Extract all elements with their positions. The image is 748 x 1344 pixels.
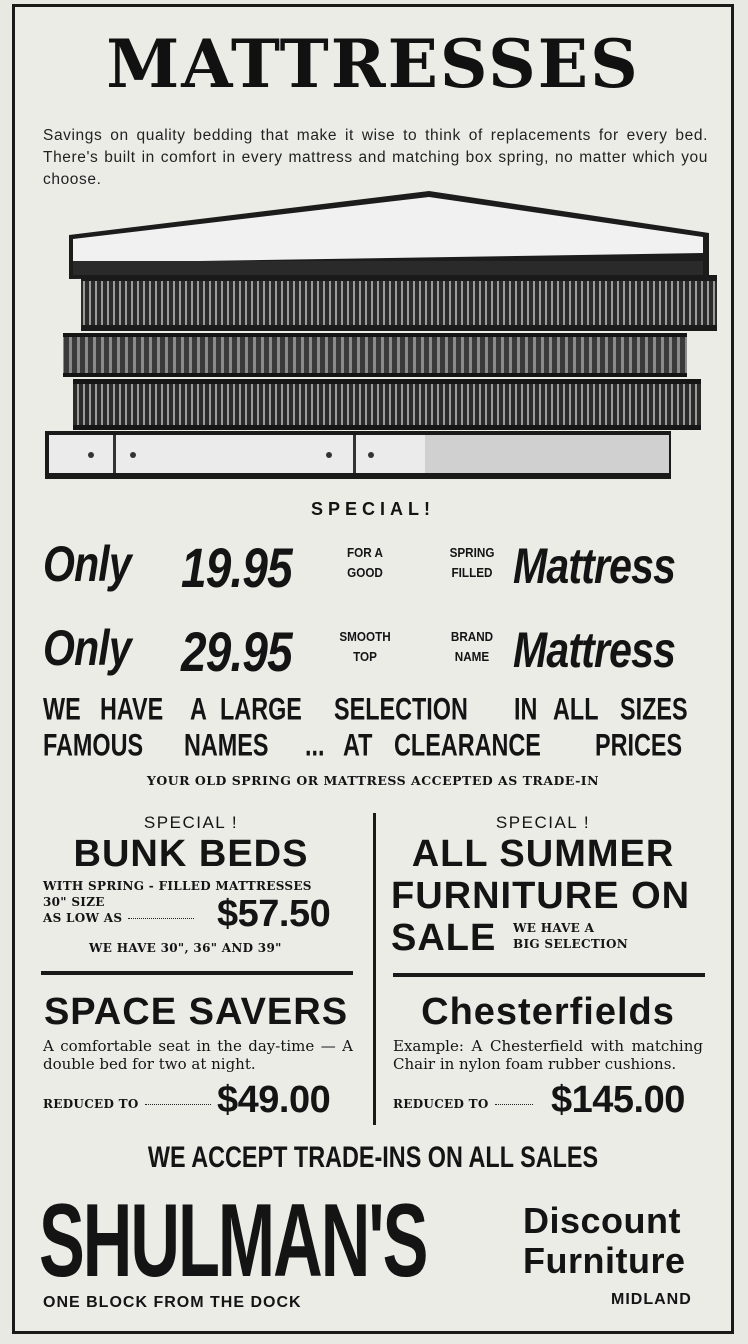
accept-tradeins: WE ACCEPT TRADE-INS ON ALL SALES bbox=[147, 1141, 599, 1174]
chesterfields-desc: Example: A Chesterfield with matching Chair in nylon foam rubber cushions. bbox=[393, 1037, 703, 1073]
summer-note-line-1: WE HAVE A bbox=[513, 921, 595, 935]
selection-line-2 bbox=[43, 728, 707, 764]
tagline-line-1: Discount bbox=[523, 1200, 682, 1241]
only-label: Only bbox=[43, 620, 131, 676]
bunk-price: $57.50 bbox=[217, 893, 331, 935]
ad-title: MATTRESSES bbox=[106, 25, 640, 103]
store-city: MIDLAND bbox=[611, 1291, 692, 1308]
summer-note-line-2: BIG SELECTION bbox=[513, 937, 628, 951]
word: CLEARANCE bbox=[394, 728, 541, 763]
only-label: Only bbox=[43, 536, 131, 592]
summer-title-line-1: ALL SUMMER bbox=[411, 833, 675, 875]
chesterfields-title: Chesterfields bbox=[421, 991, 675, 1033]
bunk-sizes: WE HAVE 30", 36" AND 39" bbox=[89, 941, 282, 955]
deal-price: 19.95 bbox=[181, 536, 292, 599]
bunk-special-label: SPECIAL ! bbox=[143, 813, 239, 832]
word: ... bbox=[305, 728, 325, 763]
deal-descriptor-b bbox=[442, 627, 501, 667]
space-savers-price: $49.00 bbox=[217, 1079, 331, 1121]
bunk-title: BUNK BEDS bbox=[73, 833, 309, 875]
bunk-line-1: WITH SPRING - FILLED MATTRESSES bbox=[43, 879, 312, 893]
descriptor-line: BRAND bbox=[450, 629, 494, 644]
as-low-as-label: AS LOW AS bbox=[43, 911, 123, 925]
descriptor-line: SPRING bbox=[449, 545, 495, 560]
summer-title-line-3: SALE bbox=[391, 917, 497, 959]
section-divider bbox=[41, 971, 353, 975]
word: WE bbox=[43, 692, 81, 727]
mattress-stack-image bbox=[29, 183, 719, 483]
tagline-line-2: Furniture bbox=[523, 1240, 686, 1281]
word: SELECTION bbox=[334, 692, 468, 727]
advertisement bbox=[12, 4, 734, 1334]
summer-special-label: SPECIAL ! bbox=[495, 813, 591, 832]
deal-item: Mattress bbox=[513, 622, 676, 678]
word: ALL bbox=[553, 692, 599, 727]
reduced-label: REDUCED TO bbox=[43, 1097, 139, 1111]
leader-dots bbox=[495, 1104, 533, 1105]
deal-descriptor-a bbox=[329, 543, 401, 583]
summer-title-line-2: FURNITURE ON bbox=[391, 875, 691, 917]
bunk-line-2: 30" SIZE bbox=[43, 895, 105, 909]
word: LARGE bbox=[220, 692, 303, 727]
descriptor-line: FILLED bbox=[451, 565, 493, 580]
bunk-line-3 bbox=[43, 911, 194, 925]
space-savers-desc: A comfortable seat in the day-time — A double bed for two at night. bbox=[43, 1037, 353, 1073]
word: NAMES bbox=[184, 728, 269, 763]
store-name: SHULMAN'S bbox=[39, 1183, 427, 1299]
selection-line-1 bbox=[43, 692, 707, 728]
chesterfields-reduced bbox=[393, 1097, 533, 1111]
space-savers-reduced bbox=[43, 1097, 211, 1111]
word: SIZES bbox=[620, 692, 688, 727]
chesterfields-price: $145.00 bbox=[551, 1079, 685, 1121]
reduced-label: REDUCED TO bbox=[393, 1097, 489, 1111]
word: A bbox=[189, 692, 207, 727]
deal-descriptor-b bbox=[442, 543, 501, 583]
store-location: ONE BLOCK FROM THE DOCK bbox=[43, 1294, 302, 1311]
word: AT bbox=[343, 728, 373, 763]
deal-row-1 bbox=[43, 535, 715, 605]
leader-dots bbox=[128, 918, 194, 919]
descriptor-line: SMOOTH bbox=[339, 629, 391, 644]
deal-descriptor-a bbox=[329, 627, 401, 667]
column-divider bbox=[373, 813, 376, 1125]
special-label: SPECIAL! bbox=[310, 499, 435, 519]
descriptor-line: NAME bbox=[454, 649, 490, 664]
space-savers-title: SPACE SAVERS bbox=[43, 991, 349, 1033]
deal-row-2 bbox=[43, 619, 715, 689]
descriptor-line: TOP bbox=[353, 649, 377, 664]
tradein-note: YOUR OLD SPRING OR MATTRESS ACCEPTED AS TRADE-IN bbox=[146, 773, 600, 788]
deal-item: Mattress bbox=[513, 538, 676, 594]
word: FAMOUS bbox=[43, 728, 144, 763]
word: IN bbox=[514, 692, 538, 727]
word: PRICES bbox=[595, 728, 683, 763]
descriptor-line: FOR A bbox=[347, 545, 383, 560]
word: HAVE bbox=[100, 692, 164, 727]
descriptor-line: GOOD bbox=[347, 565, 383, 580]
deal-price: 29.95 bbox=[181, 620, 292, 683]
intro-text: Savings on quality bedding that make it wise to think of replacements for every bed. There's built in comfort in every mattress and matching box spring, no matter which you choose. bbox=[43, 127, 708, 188]
section-divider bbox=[393, 973, 705, 977]
leader-dots bbox=[145, 1104, 211, 1105]
